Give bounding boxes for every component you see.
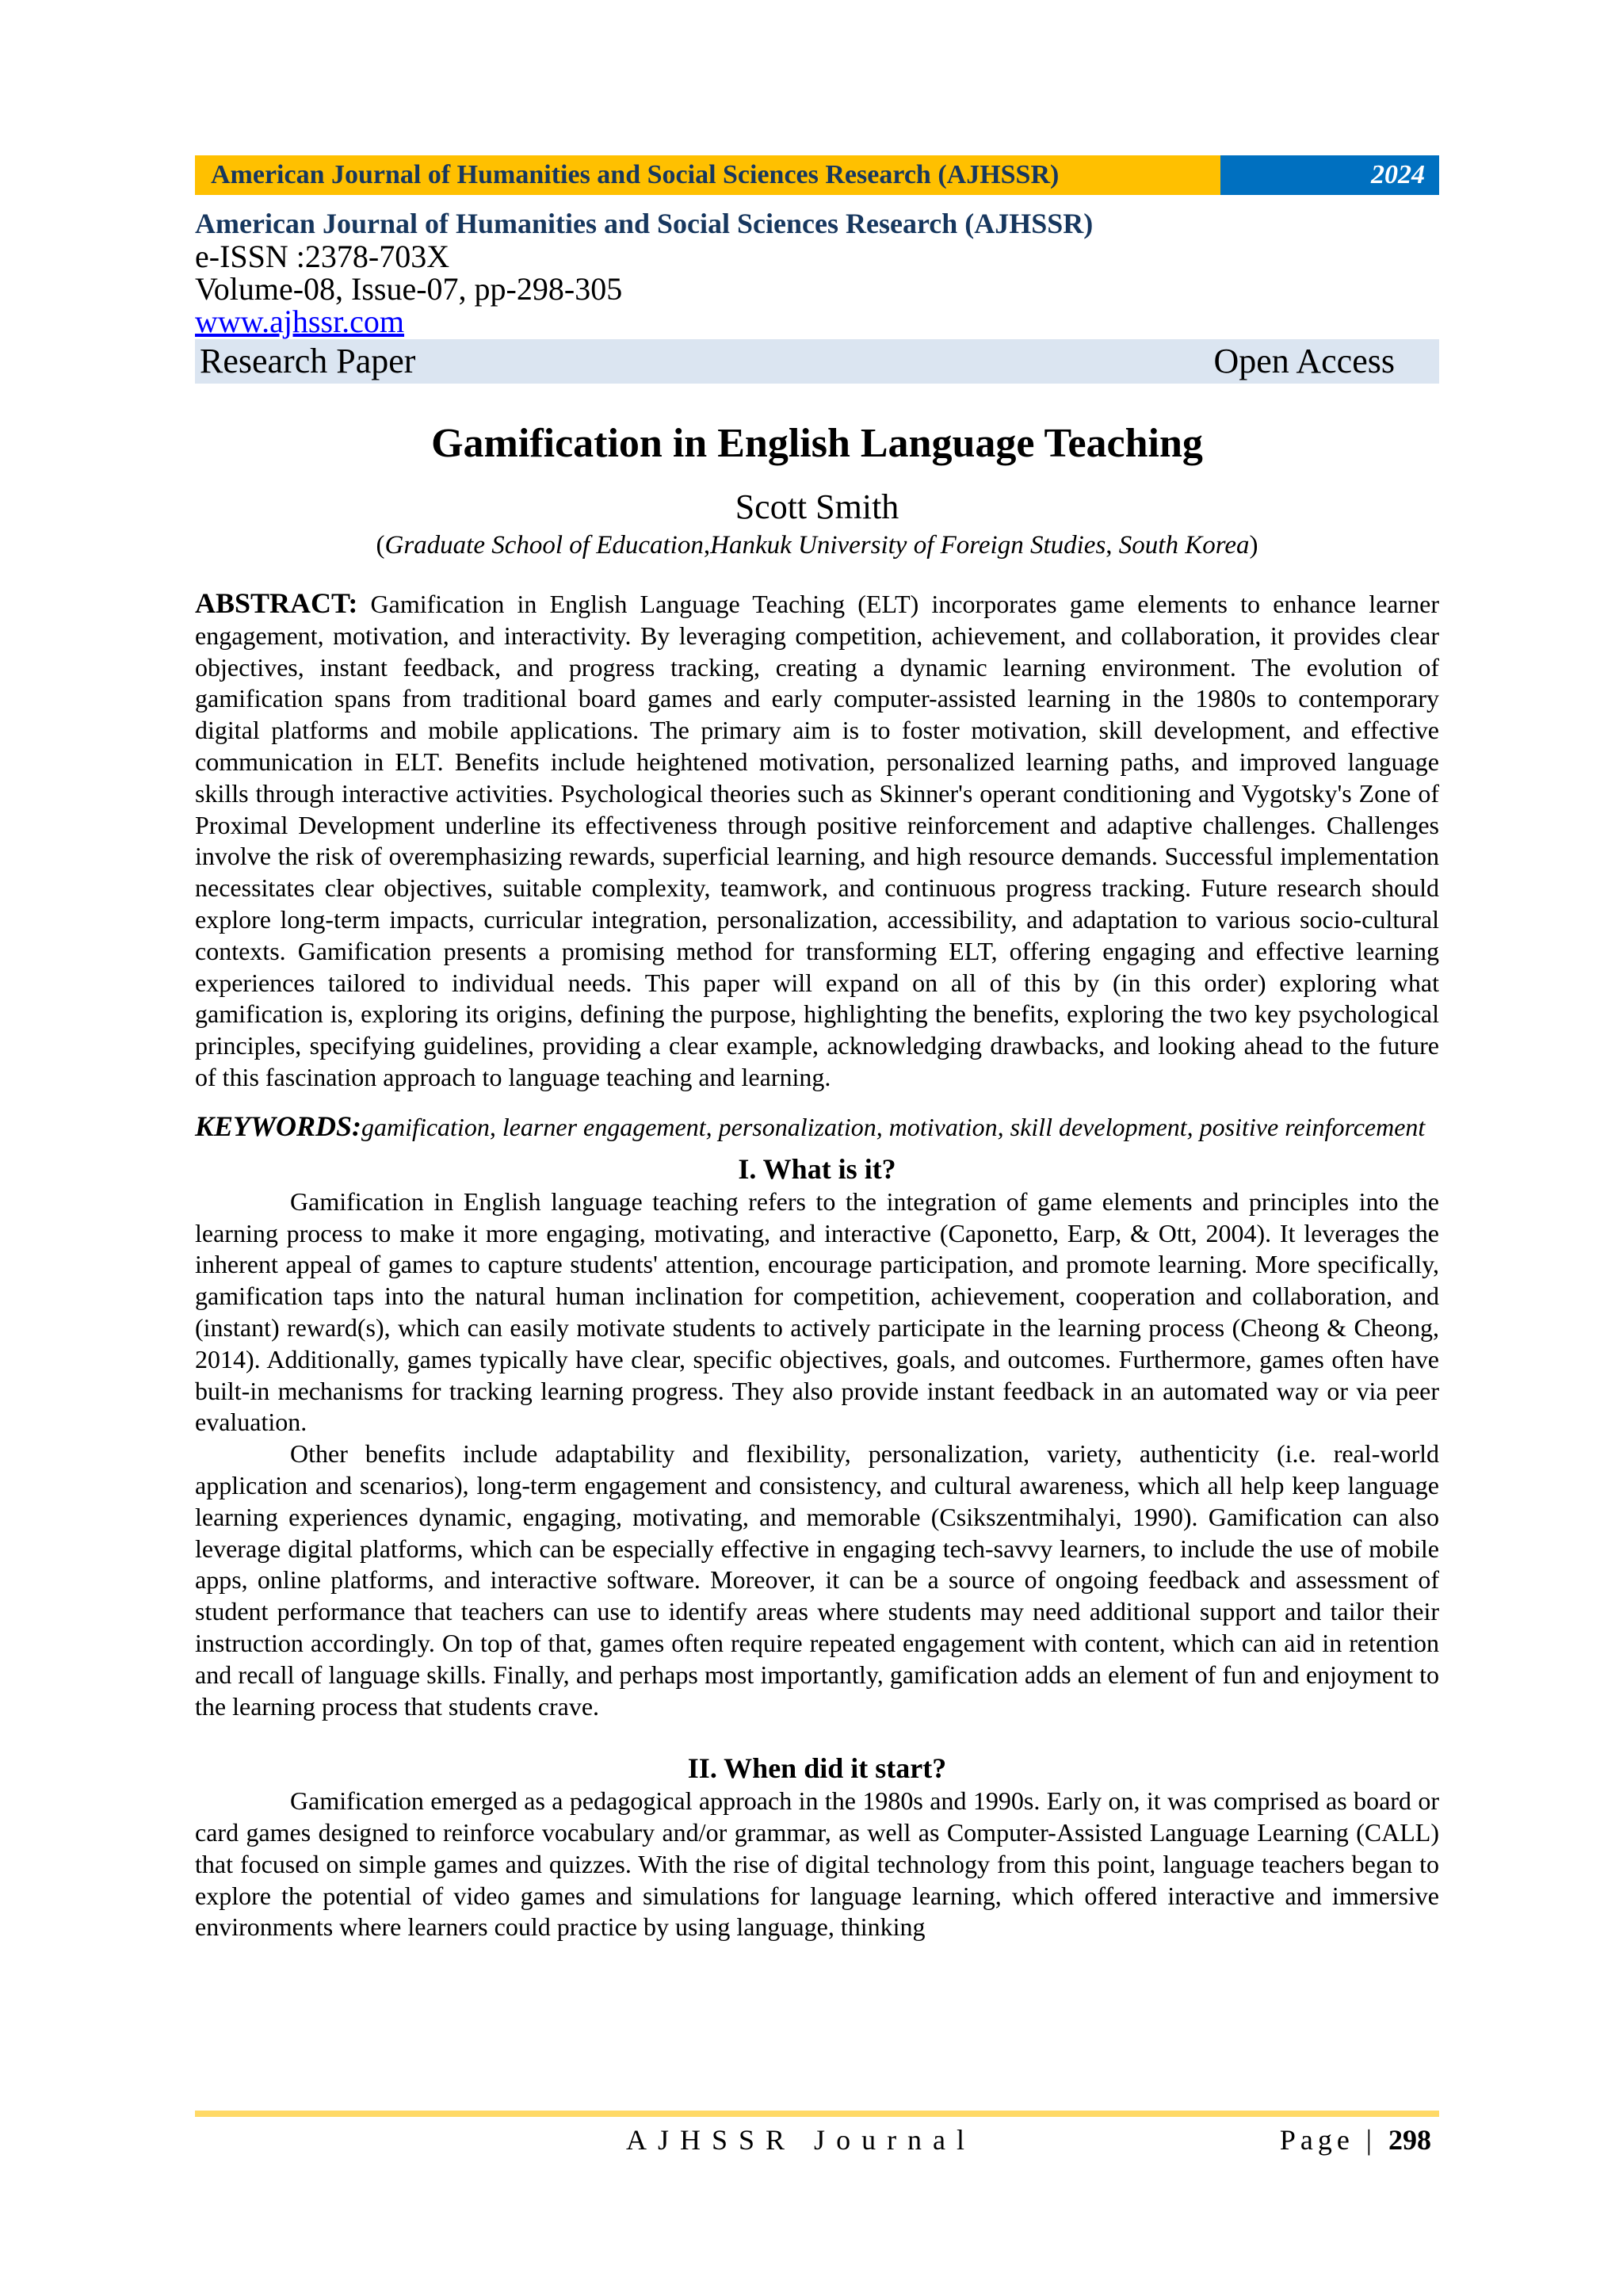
paper-type-label: Research Paper (200, 342, 416, 380)
footer-page-label: Page | (1279, 2124, 1377, 2156)
journal-name: American Journal of Humanities and Social Sciences Research (AJHSSR) (195, 208, 1094, 239)
keywords-text: gamification, learner engagement, personalization, motivation, skill development, positive reinforcement (361, 1112, 1426, 1141)
affiliation-university: Hankuk University of Foreign Studies (710, 531, 1106, 560)
section-heading-2: II. When did it start? (687, 1752, 947, 1785)
journal-website-link[interactable]: www.ajhssr.com (195, 304, 405, 339)
section-heading-1: I. What is it? (738, 1152, 896, 1185)
eissn-line (195, 240, 1439, 273)
affiliation-country: South Korea (1118, 531, 1250, 560)
paper-type-bar (195, 339, 1439, 384)
affiliation-open: ( (376, 531, 385, 560)
eissn-value: 2378-703X (304, 239, 450, 274)
author-name: Scott Smith (735, 487, 899, 526)
page-content (195, 155, 1439, 1943)
affiliation-school: Graduate School of Education (384, 531, 704, 560)
author-affiliation (195, 529, 1439, 561)
footer-divider (195, 2111, 1439, 2117)
abstract (195, 588, 1439, 1094)
abstract-text: Gamification in English Language Teaching (ELT) incorporates game elements to enhance learner engagement, motivation, and interactivity. By leveraging competition, achievement, and collaboration, it provides clear objectives, instant feedback, and progress tracking, creating a dynamic learning environment. The evolution of gamification spans from traditional board games and early computer-assisted learning in the 1980s to contemporary digital platforms and mobile applications. The primary aim is to foster motivation, skill development, and effective communication in ELT. Benefits include heightened motivation, personalized learning paths, and improved language skills through interactive activities. Psychological theories such as Skinner's operant conditioning and Vygotsky's Zone of Proximal Development underline its effectiveness through positive reinforcement and adaptive challenges. Challenges involve the risk of overemphasizing rewards, superficial learning, and high resource demands. Successful implementation necessitates clear objectives, suitable complexity, teamwork, and continuous progress tracking. Future research should explore long-term impacts, curricular integration, personalization, accessibility, and adaptation to various socio-cultural contexts. Gamification presents a promising method for transforming ELT, offering engaging and effective learning experiences tailored to individual needs. This paper will expand on all of this by (in this order) exploring what gamification is, exploring its origins, defining the purpose, highlighting the benefits, exploring the two key psychological principles, specifying guidelines, providing a clear example, acknowledging drawbacks, and looking ahead to the future of this fascination approach to language teaching and learning. (195, 590, 1439, 1091)
abstract-label: ABSTRACT: (195, 587, 358, 619)
journal-header-title: American Journal of Humanities and Social Sciences Research (AJHSSR) (195, 155, 1220, 195)
affiliation-close: ) (1249, 531, 1258, 560)
volume-line: Volume-08, Issue-07, pp-298-305 (195, 271, 623, 307)
journal-header-bar (195, 155, 1439, 195)
keywords-label: KEYWORDS: (195, 1110, 362, 1142)
journal-info (195, 208, 1439, 338)
affiliation-sep-1: , (703, 531, 711, 560)
open-access-label: Open Access (1213, 342, 1395, 380)
body-paragraph: Gamification in English language teaching refers to the integration of game elements and principles into the learning process to make it more engaging, motivating, and interactive (Caponetto, Earp, & Ott, 2004). It leverages the inherent appeal of games to capture students' attention, encourage participation, and promote learning. More specifically, gamification taps into the natural human inclination for competition, achievement, cooperation and collaboration, and (instant) reward(s), which can easily motivate students to actively participate in the learning process (Cheong & Cheong, 2014). Additionally, games typically have clear, specific objectives, goals, and outcomes. Furthermore, games often have built-in mechanisms for tracking learning progress. They also provide instant feedback in an automated way or via peer evaluation. (195, 1186, 1439, 1437)
keywords (195, 1111, 1439, 1142)
footer-page (1280, 2121, 1431, 2159)
page-number: 298 (1388, 2124, 1431, 2156)
body-paragraph: Gamification emerged as a pedagogical approach in the 1980s and 1990s. Early on, it was comprised as board or card games designed to reinforce vocabulary and/or grammar, as well as Computer-Assisted Language Learning (CALL) that focused on simple games and quizzes. With the rise of digital technology from this point, language teachers began to explore the potential of video games and simulations for language learning, which offered interactive and immersive environments where learners could practice by using language, thinking (195, 1786, 1439, 1942)
affiliation-sep-2: , (1106, 531, 1119, 560)
body-paragraph: Other benefits include adaptability and flexibility, personalization, variety, authenticity (i.e. real-world application and scenarios), long-term engagement and consistency, and cultural awareness, which all help keep language learning experiences dynamic, engaging, motivating, and memorable (Csikszentmihalyi, 1990). Gamification can also leverage digital platforms, which can be especially effective in engaging tech-savvy learners, to include the use of mobile apps, online platforms, and interactive software. Moreover, it can be a source of ongoing feedback and assessment of student performance that teachers can use to identify areas where students may need additional support and tailor their instruction accordingly. On top of that, games often require repeated engagement with content, which can aid in retention and recall of language skills. Finally, and perhaps most importantly, gamification adds an element of fun and enjoyment to the learning process that students crave. (195, 1439, 1439, 1721)
eissn-label: e-ISSN : (195, 239, 305, 274)
paper-title: Gamification in English Language Teaching (431, 421, 1203, 466)
journal-header-year: 2024 (1220, 155, 1439, 195)
footer-journal: AJHSSR Journal (626, 2124, 976, 2156)
